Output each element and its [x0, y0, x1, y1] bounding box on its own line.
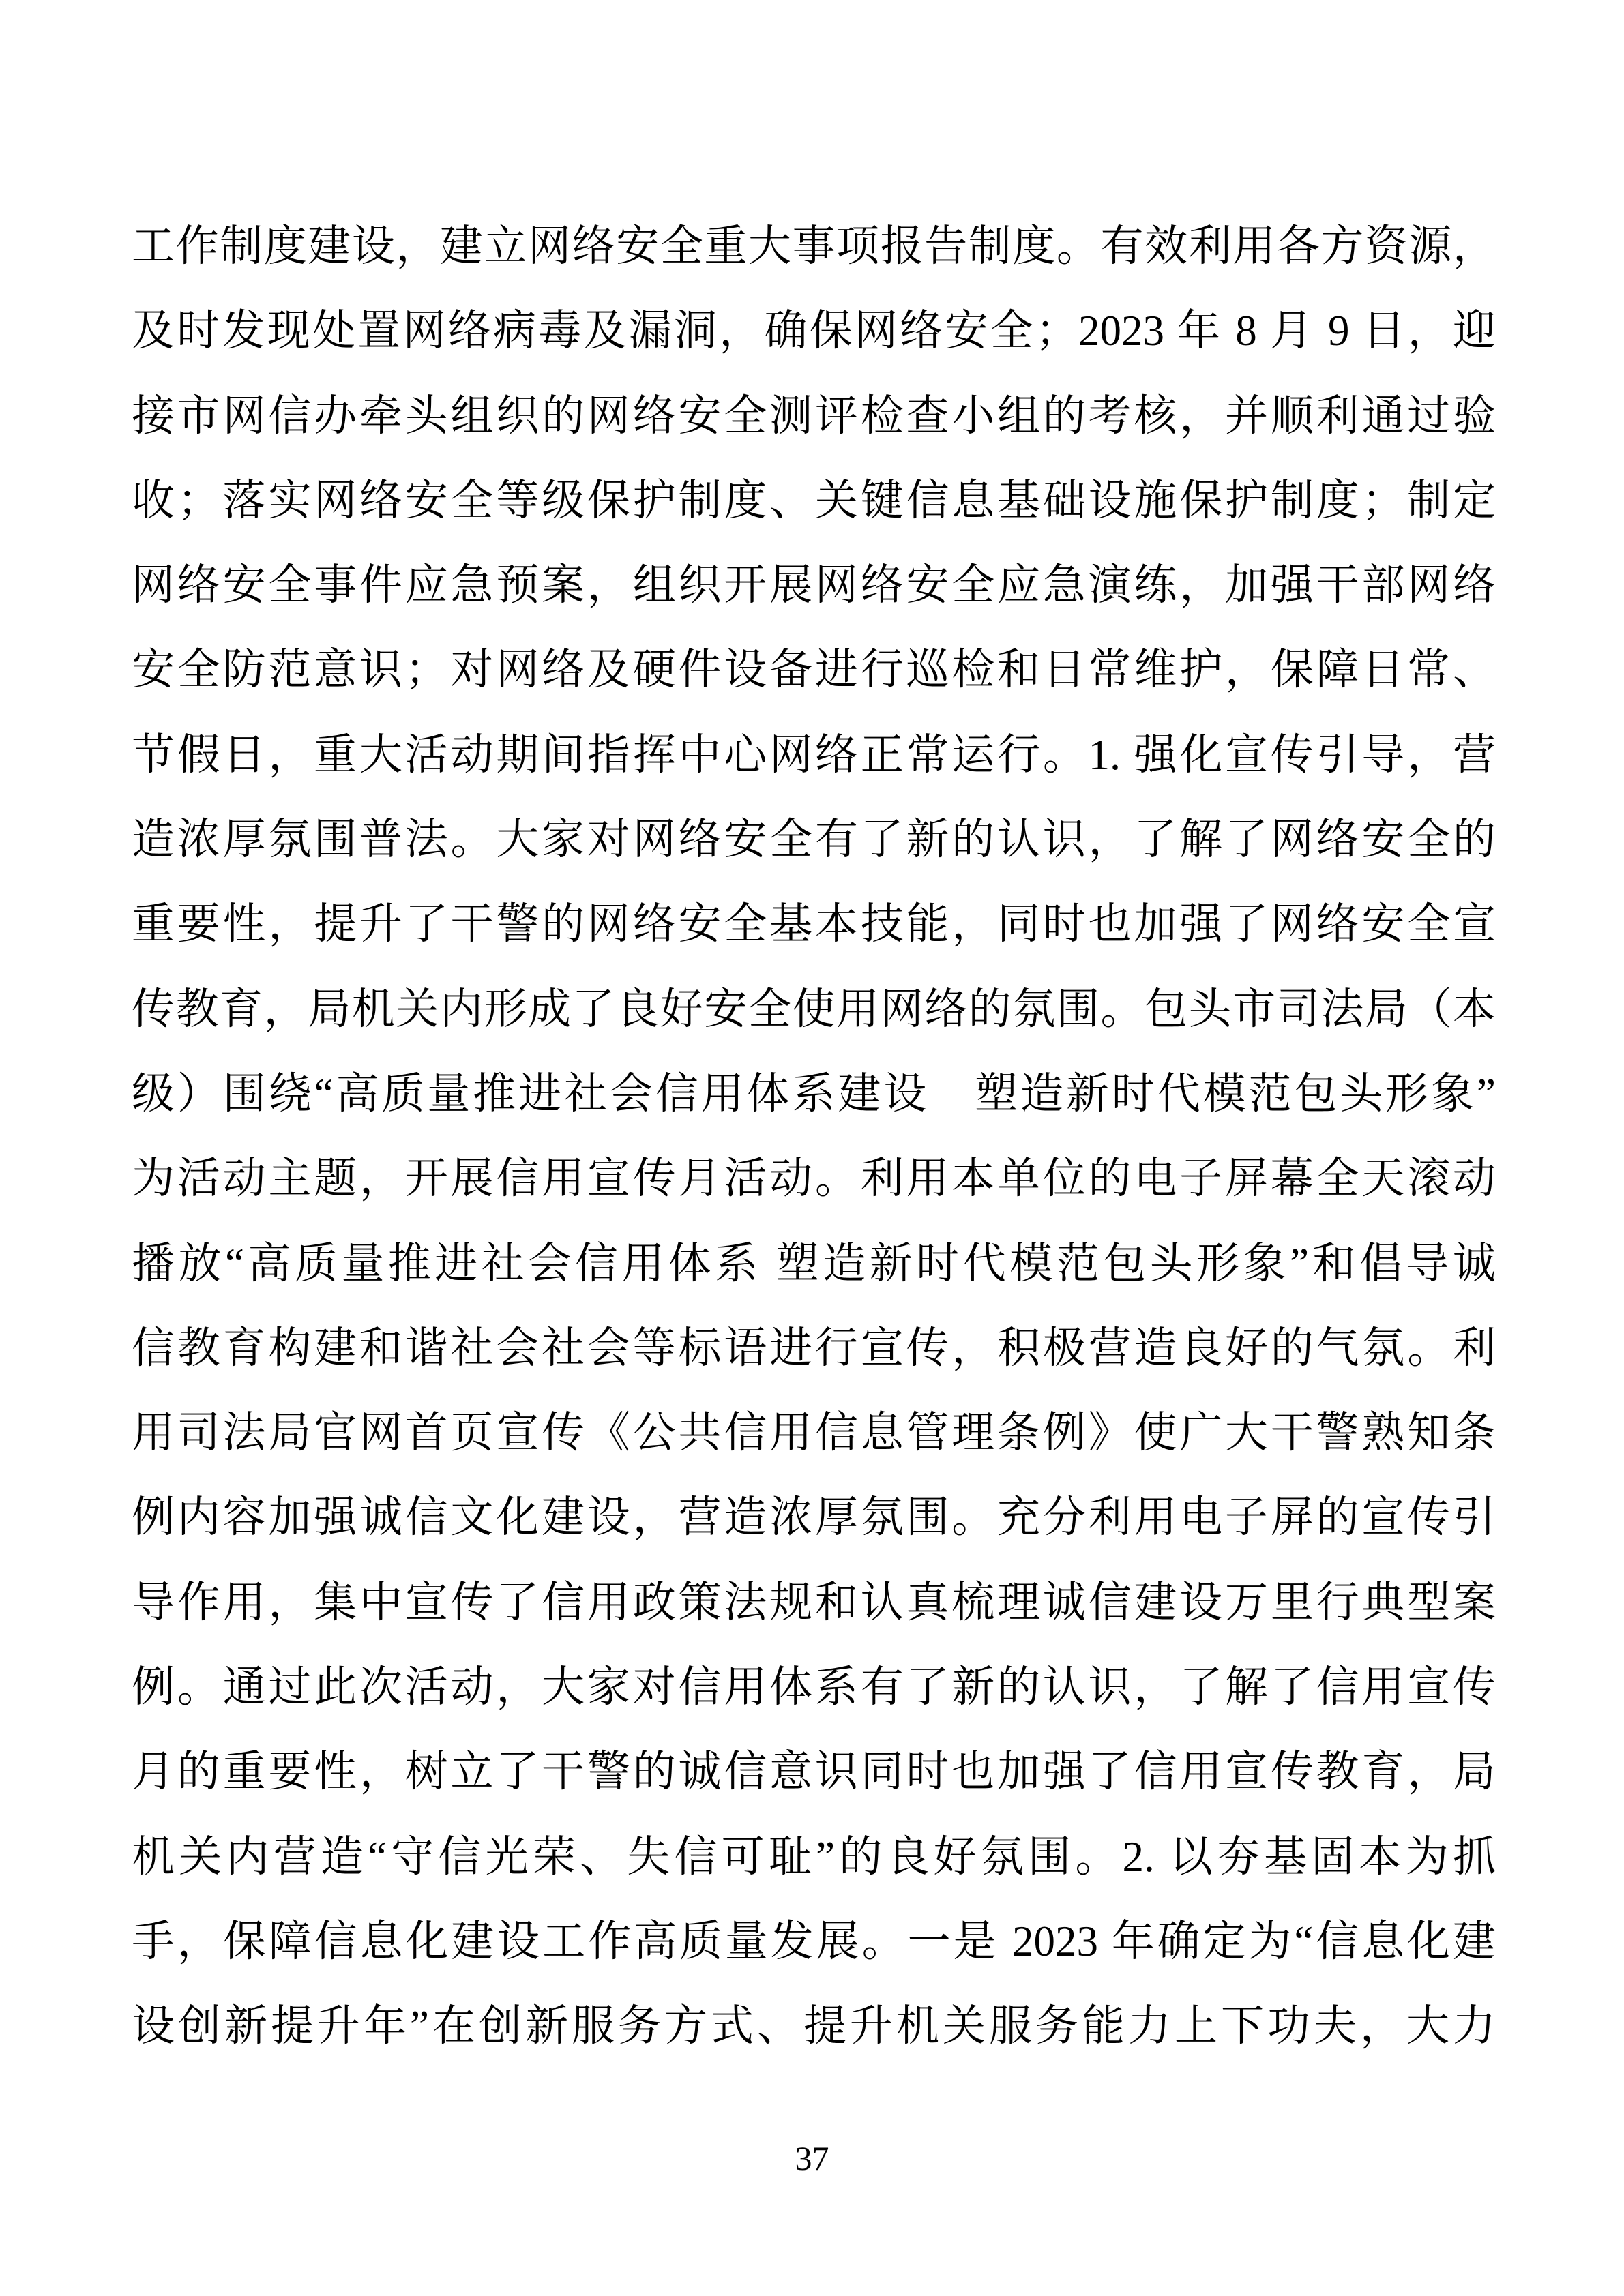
text-line: 级）围绕“高质量推进社会信用体系建设 塑造新时代模范包头形象”: [132, 1069, 1496, 1118]
text-line: 例内容加强诚信文化建设，营造浓厚氛围。充分利用电子屏的宣传引: [132, 1493, 1496, 1542]
body-text: [132, 204, 1496, 2069]
text-line: 设创新提升年”在创新服务方式、提升机关服务能力上下功夫，大力: [132, 2002, 1496, 2051]
text-line: 接市网信办牵头组织的网络安全测评检查小组的考核，并顺利通过验: [132, 391, 1496, 440]
text-line: 用司法局官网首页宣传《公共信用信息管理条例》使广大干警熟知条: [132, 1409, 1496, 1457]
text-line: 安全防范意识；对网络及硬件设备进行巡检和日常维护，保障日常、: [132, 646, 1496, 694]
text-line: 重要性，提升了干警的网络安全基本技能，同时也加强了网络安全宣: [132, 900, 1496, 949]
text-line: 收；落实网络安全等级保护制度、关键信息基础设施保护制度；制定: [132, 476, 1496, 524]
text-line: 播放“高质量推进社会信用体系 塑造新时代模范包头形象”和倡导诚: [132, 1239, 1496, 1287]
text-line: 导作用，集中宣传了信用政策法规和认真梳理诚信建设万里行典型案: [132, 1578, 1496, 1626]
text-line: 节假日，重大活动期间指挥中心网络正常运行。1. 强化宣传引导，营: [132, 730, 1496, 779]
text-line: 造浓厚氛围普法。大家对网络安全有了新的认识，了解了网络安全的: [132, 816, 1496, 864]
page-number: 37: [795, 2139, 829, 2177]
text-line: 月的重要性，树立了干警的诚信意识同时也加强了信用宣传教育，局: [132, 1748, 1496, 1796]
text-line: 信教育构建和谐社会社会等标语进行宣传，积极营造良好的气氛。利: [132, 1324, 1496, 1372]
text-line: 及时发现处置网络病毒及漏洞，确保网络安全；2023 年 8 月 9 日，迎: [132, 307, 1496, 355]
text-line: 手，保障信息化建设工作高质量发展。一是 2023 年确定为“信息化建: [132, 1917, 1496, 1965]
text-line: 工作制度建设，建立网络安全重大事项报告制度。有效利用各方资源，: [132, 222, 1496, 270]
text-line: 传教育，局机关内形成了良好安全使用网络的氛围。包头市司法局（本: [132, 985, 1496, 1033]
text-line: 例。通过此次活动，大家对信用体系有了新的认识，了解了信用宣传: [132, 1663, 1496, 1712]
text-line: 机关内营造“守信光荣、失信可耻”的良好氛围。2. 以夯基固本为抓: [132, 1832, 1496, 1881]
text-line: 网络安全事件应急预案，组织开展网络安全应急演练，加强干部网络: [132, 561, 1496, 610]
text-line: 为活动主题，开展信用宣传月活动。利用本单位的电子屏幕全天滚动: [132, 1154, 1496, 1203]
